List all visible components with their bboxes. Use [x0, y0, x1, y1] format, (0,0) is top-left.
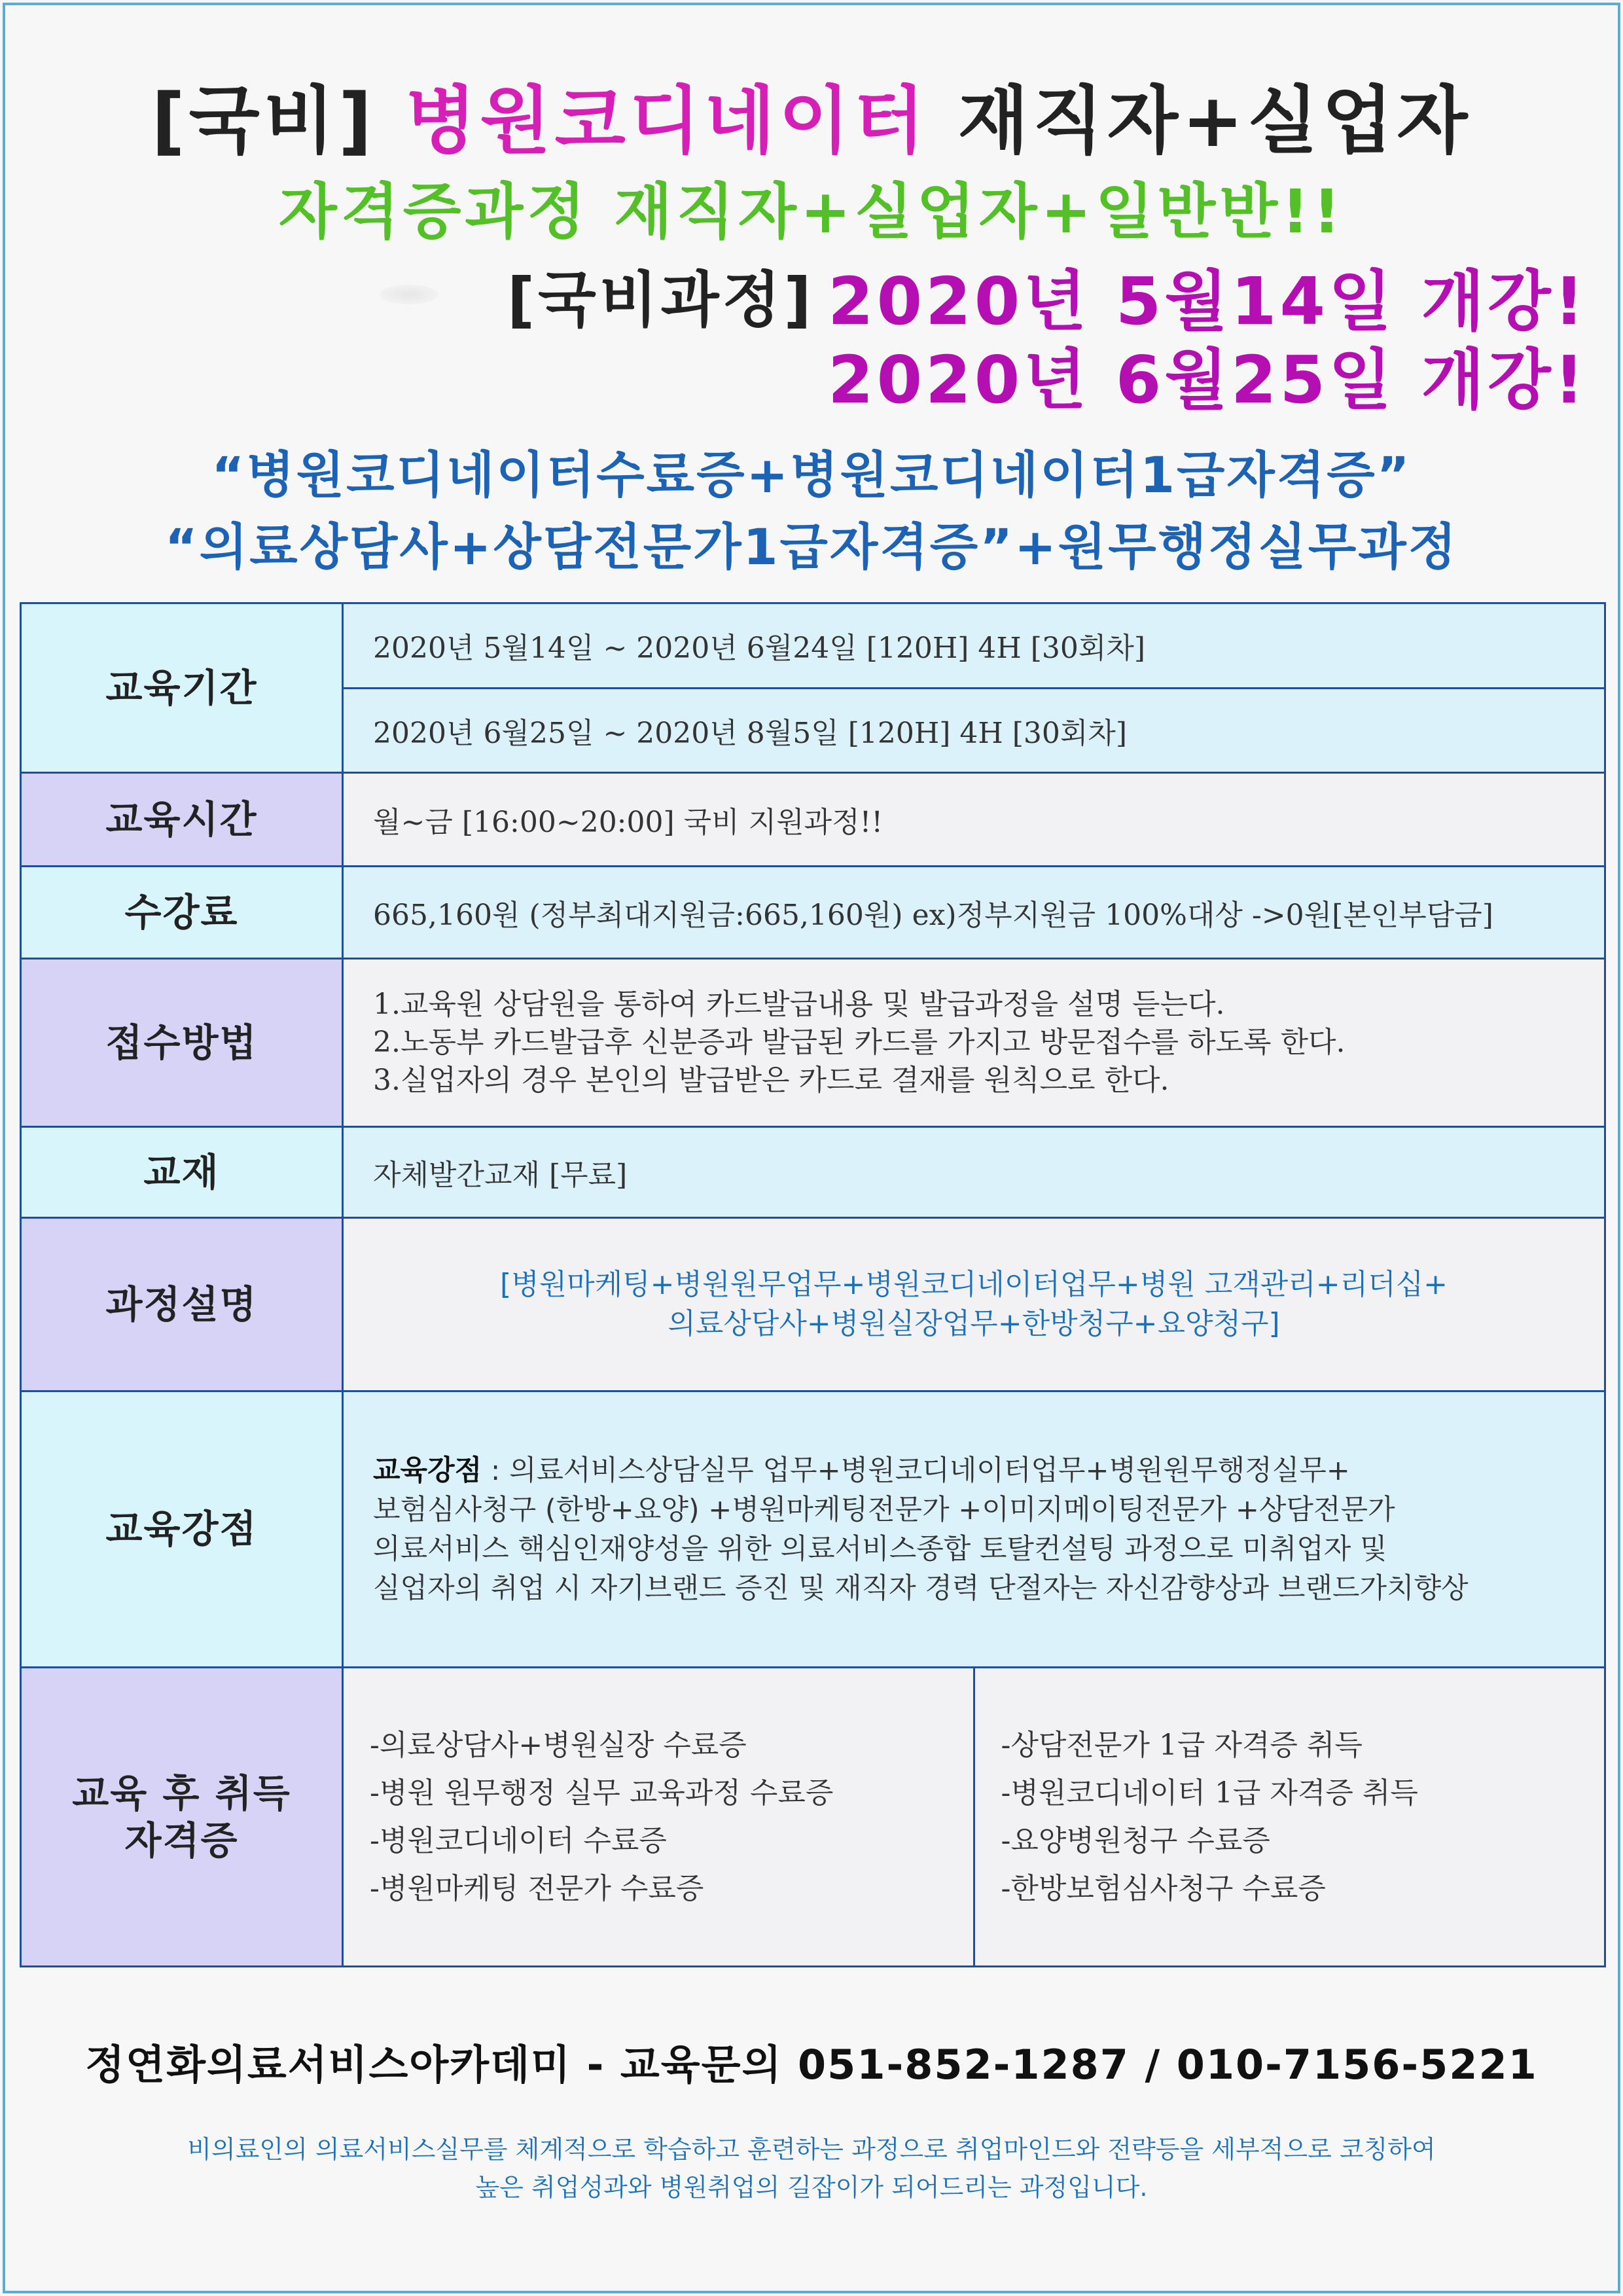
period-line-1: 2020년 5월14일 ~ 2020년 6월24일 [120H] 4H [30회차]: [373, 632, 1146, 666]
apply-value: [344, 958, 1606, 1128]
fee-value: 665,160원 (정부최대지원금:665,160원) ex)정부지원금 100%대상 ->0원[본인부담금]: [344, 865, 1606, 960]
page-title: [0, 62, 1623, 168]
fee-label: 수강료: [20, 865, 344, 960]
strength-line-1-rest: : 의료서비스상담실무 업무+병원코디네이터업무+병원원무행정실무+: [482, 1454, 1350, 1487]
description-line: [병원마케팅+병원원무업무+병원코디네이터업무+병원 고객관리+리더십+: [499, 1268, 1448, 1301]
strength-lead: 교육강점: [373, 1454, 482, 1487]
period-line-2: 2020년 6월25일 ~ 2020년 8월5일 [120H] 4H [30회차]: [344, 687, 1604, 772]
certificates-label-line-2: 자격증: [124, 1818, 239, 1863]
description-label: 과정설명: [20, 1217, 344, 1392]
certificates-label: [20, 1666, 344, 1967]
footer-note: [0, 2130, 1623, 2206]
certificate-item: -요양병원청구 수료증: [1001, 1824, 1270, 1857]
strength-value: [344, 1390, 1606, 1668]
certificate-item: -한방보험심사청구 수료증: [1001, 1872, 1326, 1905]
decorative-smudge: [380, 285, 438, 304]
certificates-left-column: [344, 1668, 973, 1965]
apply-label: 접수방법: [20, 958, 344, 1128]
time-label: 교육시간: [20, 772, 344, 867]
certificate-item: -병원코디네이터 수료증: [370, 1824, 667, 1857]
apply-line: 3.실업자의 경우 본인의 발급받은 카드로 결재를 원칙으로 한다.: [373, 1064, 1169, 1097]
open-date-1: 2020년 5월14일 개강!: [828, 263, 1588, 340]
row-textbook: [20, 1126, 1606, 1219]
apply-line: 2.노동부 카드발급후 신분증과 발급된 카드를 가지고 방문접수를 하도록 한다.: [373, 1026, 1346, 1059]
footer-note-line-1: 비의료인의 의료서비스실무를 체계적으로 학습하고 훈련하는 과정으로 취업마인드와 전략등을 세부적으로 코칭하여: [187, 2135, 1436, 2164]
row-time: [20, 772, 1606, 867]
strength-label: 교육강점: [20, 1390, 344, 1668]
certificate-item: -병원코디네이터 1급 자격증 취득: [1001, 1776, 1418, 1810]
strength-line: [373, 1451, 1604, 1490]
row-certificates: [20, 1666, 1606, 1967]
page-subtitle: 자격증과정 재직자+실업자+일반반!!: [278, 177, 1345, 247]
quote-line-1: “병원코디네이터수료증+병원코디네이터1급자격증”: [211, 446, 1412, 504]
certificate-item: -의료상담사+병원실장 수료증: [370, 1729, 747, 1762]
footer-note-line-2: 높은 취업성과와 병원취업의 길잡이가 되어드리는 과정입니다.: [475, 2173, 1148, 2202]
period-value: [344, 602, 1606, 774]
row-fee: [20, 865, 1606, 960]
title-prefix: [국비]: [151, 79, 376, 164]
title-highlight: 병원코디네이터: [405, 79, 929, 164]
textbook-value: 자체발간교재 [무료]: [344, 1126, 1606, 1219]
row-apply: [20, 958, 1606, 1128]
row-period: [20, 602, 1606, 774]
row-description: [20, 1217, 1606, 1392]
certificates-right-column: [973, 1668, 1605, 1965]
title-suffix: 재직자+실업자: [957, 79, 1472, 164]
apply-line: 1.교육원 상담원을 통하여 카드발급내용 및 발급과정을 설명 듣는다.: [373, 988, 1225, 1021]
certificate-item: -병원 원무행정 실무 교육과정 수료증: [370, 1776, 834, 1810]
strength-line: 실업자의 취업 시 자기브랜드 증진 및 재직자 경력 단절자는 자신감향상과 브랜드가치향상: [373, 1571, 1469, 1605]
period-label: 교육기간: [20, 602, 344, 774]
strength-line: 의료서비스 핵심인재양성을 위한 의료서비스종합 토탈컨설팅 과정으로 미취업자 및: [373, 1532, 1387, 1566]
strength-line: 보험심사청구 (한방+요양) +병원마케팅전문가 +이미지메이팅전문가 +상담전문가: [373, 1493, 1395, 1526]
certificate-item: -병원마케팅 전문가 수료증: [370, 1872, 704, 1905]
description-line: 의료상담사+병원실장업무+한방청구+요양청구]: [668, 1307, 1280, 1340]
textbook-label: 교재: [20, 1126, 344, 1219]
certificates-label-line-1: 교육 후 취득: [72, 1770, 291, 1816]
row-strength: [20, 1390, 1606, 1668]
time-value: 월~금 [16:00~20:00] 국비 지원과정!!: [344, 772, 1606, 867]
quote-line-2: “의료상담사+상담전문가1급자격증”+원무행정실무과정: [164, 518, 1459, 576]
certificates-value: [344, 1666, 1606, 1967]
open-date-2: 2020년 6월25일 개강!: [828, 342, 1588, 418]
description-value: [344, 1217, 1606, 1392]
footer-contact: 정연화의료서비스아카데미 - 교육문의 051-852-1287 / 010-7156-5221: [85, 2041, 1538, 2089]
open-label: [국비과정]: [507, 265, 815, 335]
certificate-item: -상담전문가 1급 자격증 취득: [1001, 1729, 1363, 1762]
